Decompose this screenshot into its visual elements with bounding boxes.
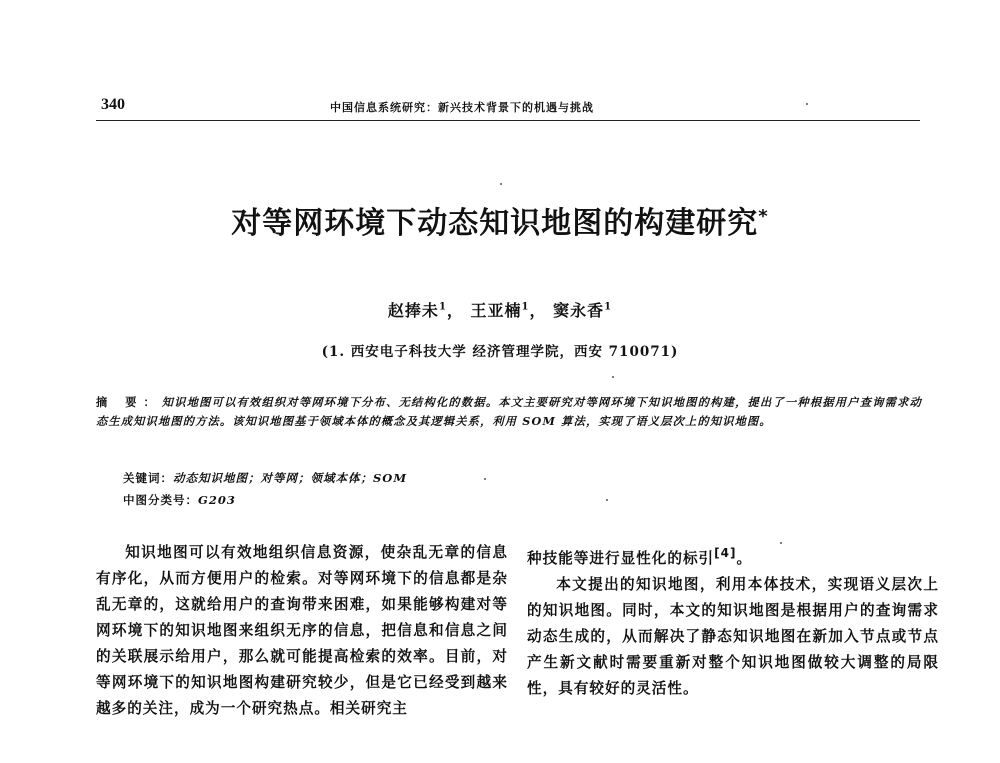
- scan-speck: [806, 103, 808, 105]
- author-affiliation-marker: 1: [438, 301, 447, 313]
- author-affiliation-marker: 1: [604, 301, 613, 313]
- body-text: 种技能等进行显性化的标引: [527, 549, 715, 567]
- abstract-text: 知识地图可以有效组织对等网环境下分布、无结构化的数据。本文主要研究对等网环境下知识地图的构建，提出了一种根据用户查询需求动态生成知识地图的方法。该知识地图基于领域本体的概念及其逻辑关系，利用 SOM 算法，实现了语义层次上的知识地图。: [96, 395, 922, 428]
- classification-value: G203: [198, 493, 236, 507]
- running-header: 中国信息系统研究：新兴技术背景下的机遇与挑战: [330, 101, 594, 114]
- page-number: 340: [101, 96, 125, 113]
- author-name: 王亚楠: [470, 301, 522, 320]
- body-column-right: [527, 540, 939, 702]
- author-name: 赵捧未: [387, 301, 439, 320]
- scan-speck: [500, 183, 502, 185]
- article-title-text: 对等网环境下动态知识地图的构建研究: [231, 206, 759, 241]
- keywords-value: 动态知识地图；对等网；领域本体；SOM: [173, 471, 408, 485]
- article-title: [0, 198, 1000, 242]
- classification-line: [123, 491, 236, 509]
- citation-reference: [4]: [714, 546, 737, 560]
- body-text-end: 。: [736, 549, 753, 567]
- author-affiliation-marker: 1: [521, 301, 530, 313]
- keywords-label: 关键词：: [123, 471, 173, 485]
- abstract-label: 摘 要：: [96, 395, 162, 409]
- affiliation: (1. 西安电子科技大学 经济管理学院，西安 710071): [321, 344, 679, 360]
- body-column-left: [96, 540, 508, 722]
- abstract: [96, 393, 922, 431]
- body-paragraph: 知识地图可以有效地组织信息资源，使杂乱无章的信息有序化，从而方便用户的检索。对等网环境下的信息都是杂乱无章的，这就给用户的查询带来困难，如果能够构建对等网环境下的知识地图来组织无序的信息，把信息和信息之间的关联展示给用户，那么就可能提高检索的效率。目前，对等网环境下的知识地图构建研究较少，但是它已经受到越来越多的关注，成为一个研究热点。相关研究主: [96, 544, 508, 717]
- author-separator: ，: [529, 301, 547, 320]
- title-footnote-marker: *: [758, 206, 769, 227]
- body-paragraph-continuation: [527, 540, 939, 572]
- author-name: 窦永香: [553, 301, 605, 320]
- scan-speck: [780, 542, 782, 544]
- scan-speck: [612, 376, 614, 378]
- author-separator: ，: [446, 301, 464, 320]
- scan-speck: [484, 478, 486, 480]
- author-list: [0, 298, 1000, 321]
- body-paragraph: 本文提出的知识地图，利用本体技术，实现语义层次上的知识地图。同时，本文的知识地图是根据用户的查询需求动态生成的，从而解决了静态知识地图在新加入节点或节点产生新文献时需要重新对整个知识地图做较大调整的局限性，具有较好的灵活性。: [527, 575, 939, 697]
- classification-label: 中图分类号：: [123, 493, 198, 507]
- keywords-line: [123, 469, 407, 487]
- scan-speck: [606, 499, 608, 501]
- header-rule: [96, 120, 920, 121]
